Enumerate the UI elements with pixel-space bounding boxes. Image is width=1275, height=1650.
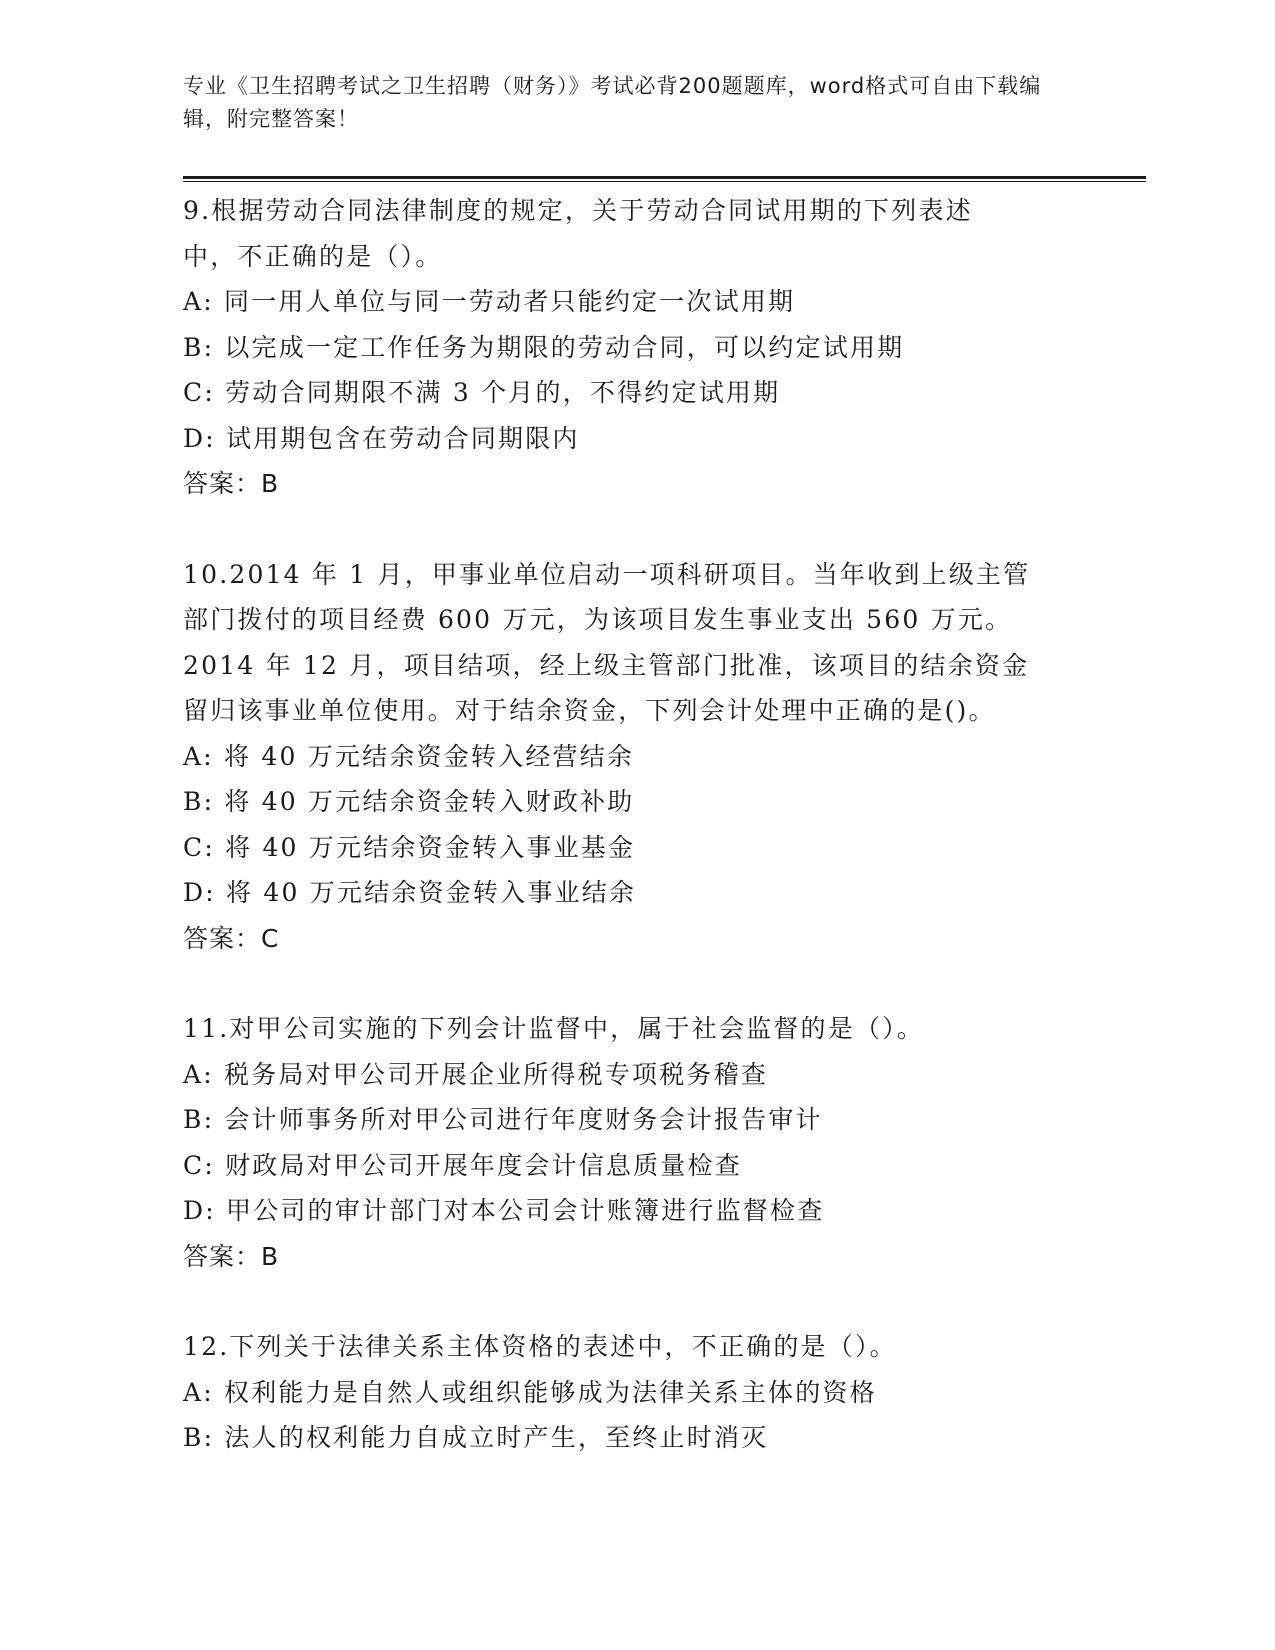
spacer <box>183 961 1083 1006</box>
question-stem: 11.对甲公司实施的下列会计监督中，属于社会监督的是（）。 <box>183 1014 925 1043</box>
question-list <box>183 188 1083 1461</box>
answer-label: 答案：B <box>183 469 280 498</box>
question-12 <box>183 1324 1083 1461</box>
option-d: D: 将 40 万元结余资金转入事业结余 <box>183 878 637 907</box>
option-a: A: 权利能力是自然人或组织能够成为法律关系主体的资格 <box>183 1377 877 1407</box>
option-c: C: 劳动合同期限不满 3 个月的，不得约定试用期 <box>183 378 781 407</box>
option-d: D: 甲公司的审计部门对本公司会计账簿进行监督检查 <box>183 1196 825 1225</box>
question-11 <box>183 1006 1083 1279</box>
option-d: D: 试用期包含在劳动合同期限内 <box>183 423 580 453</box>
option-b: B: 以完成一定工作任务为期限的劳动合同，可以约定试用期 <box>183 332 905 362</box>
answer-label: 答案：C <box>183 923 280 953</box>
header-divider-thin <box>183 181 1146 182</box>
option-b: B: 将 40 万元结余资金转入财政补助 <box>183 787 635 816</box>
question-10 <box>183 552 1083 962</box>
question-9 <box>183 188 1083 507</box>
option-c: C: 财政局对甲公司开展年度会计信息质量检查 <box>183 1150 742 1180</box>
option-b: B: 法人的权利能力自成立时产生，至终止时消灭 <box>183 1423 769 1452</box>
question-stem: 9.根据劳动合同法律制度的规定，关于劳动合同试用期的下列表述中，不正确的是（）。 <box>183 196 973 271</box>
option-a: A: 同一用人单位与同一劳动者只能约定一次试用期 <box>183 287 796 316</box>
page-header: 专业《卫生招聘考试之卫生招聘（财务）》考试必背200题题库，word格式可自由下载编辑，附完整答案！ <box>183 74 1042 131</box>
option-a: A: 将 40 万元结余资金转入经营结余 <box>183 741 635 771</box>
option-c: C: 将 40 万元结余资金转入事业基金 <box>183 832 636 862</box>
option-a: A: 税务局对甲公司开展企业所得税专项税务稽查 <box>183 1059 769 1089</box>
answer-label: 答案：B <box>183 1241 280 1271</box>
question-stem: 12.下列关于法律关系主体资格的表述中，不正确的是（）。 <box>183 1332 897 1361</box>
spacer <box>183 1279 1083 1324</box>
question-stem: 10.2014 年 1 月，甲事业单位启动一项科研项目。当年收到上级主管部门拨付的项目经费 600 万元，为该项目发生事业支出 560 万元。2014 年 12 月，项目结项，经上级主管部门批准，该项目的结余资金留归该事业单位使用。对于结余资金，下列会计处理中正确的是()。 <box>183 559 1031 725</box>
spacer <box>183 507 1083 552</box>
option-b: B: 会计师事务所对甲公司进行年度财务会计报告审计 <box>183 1105 823 1134</box>
header-divider-thick <box>183 176 1146 179</box>
